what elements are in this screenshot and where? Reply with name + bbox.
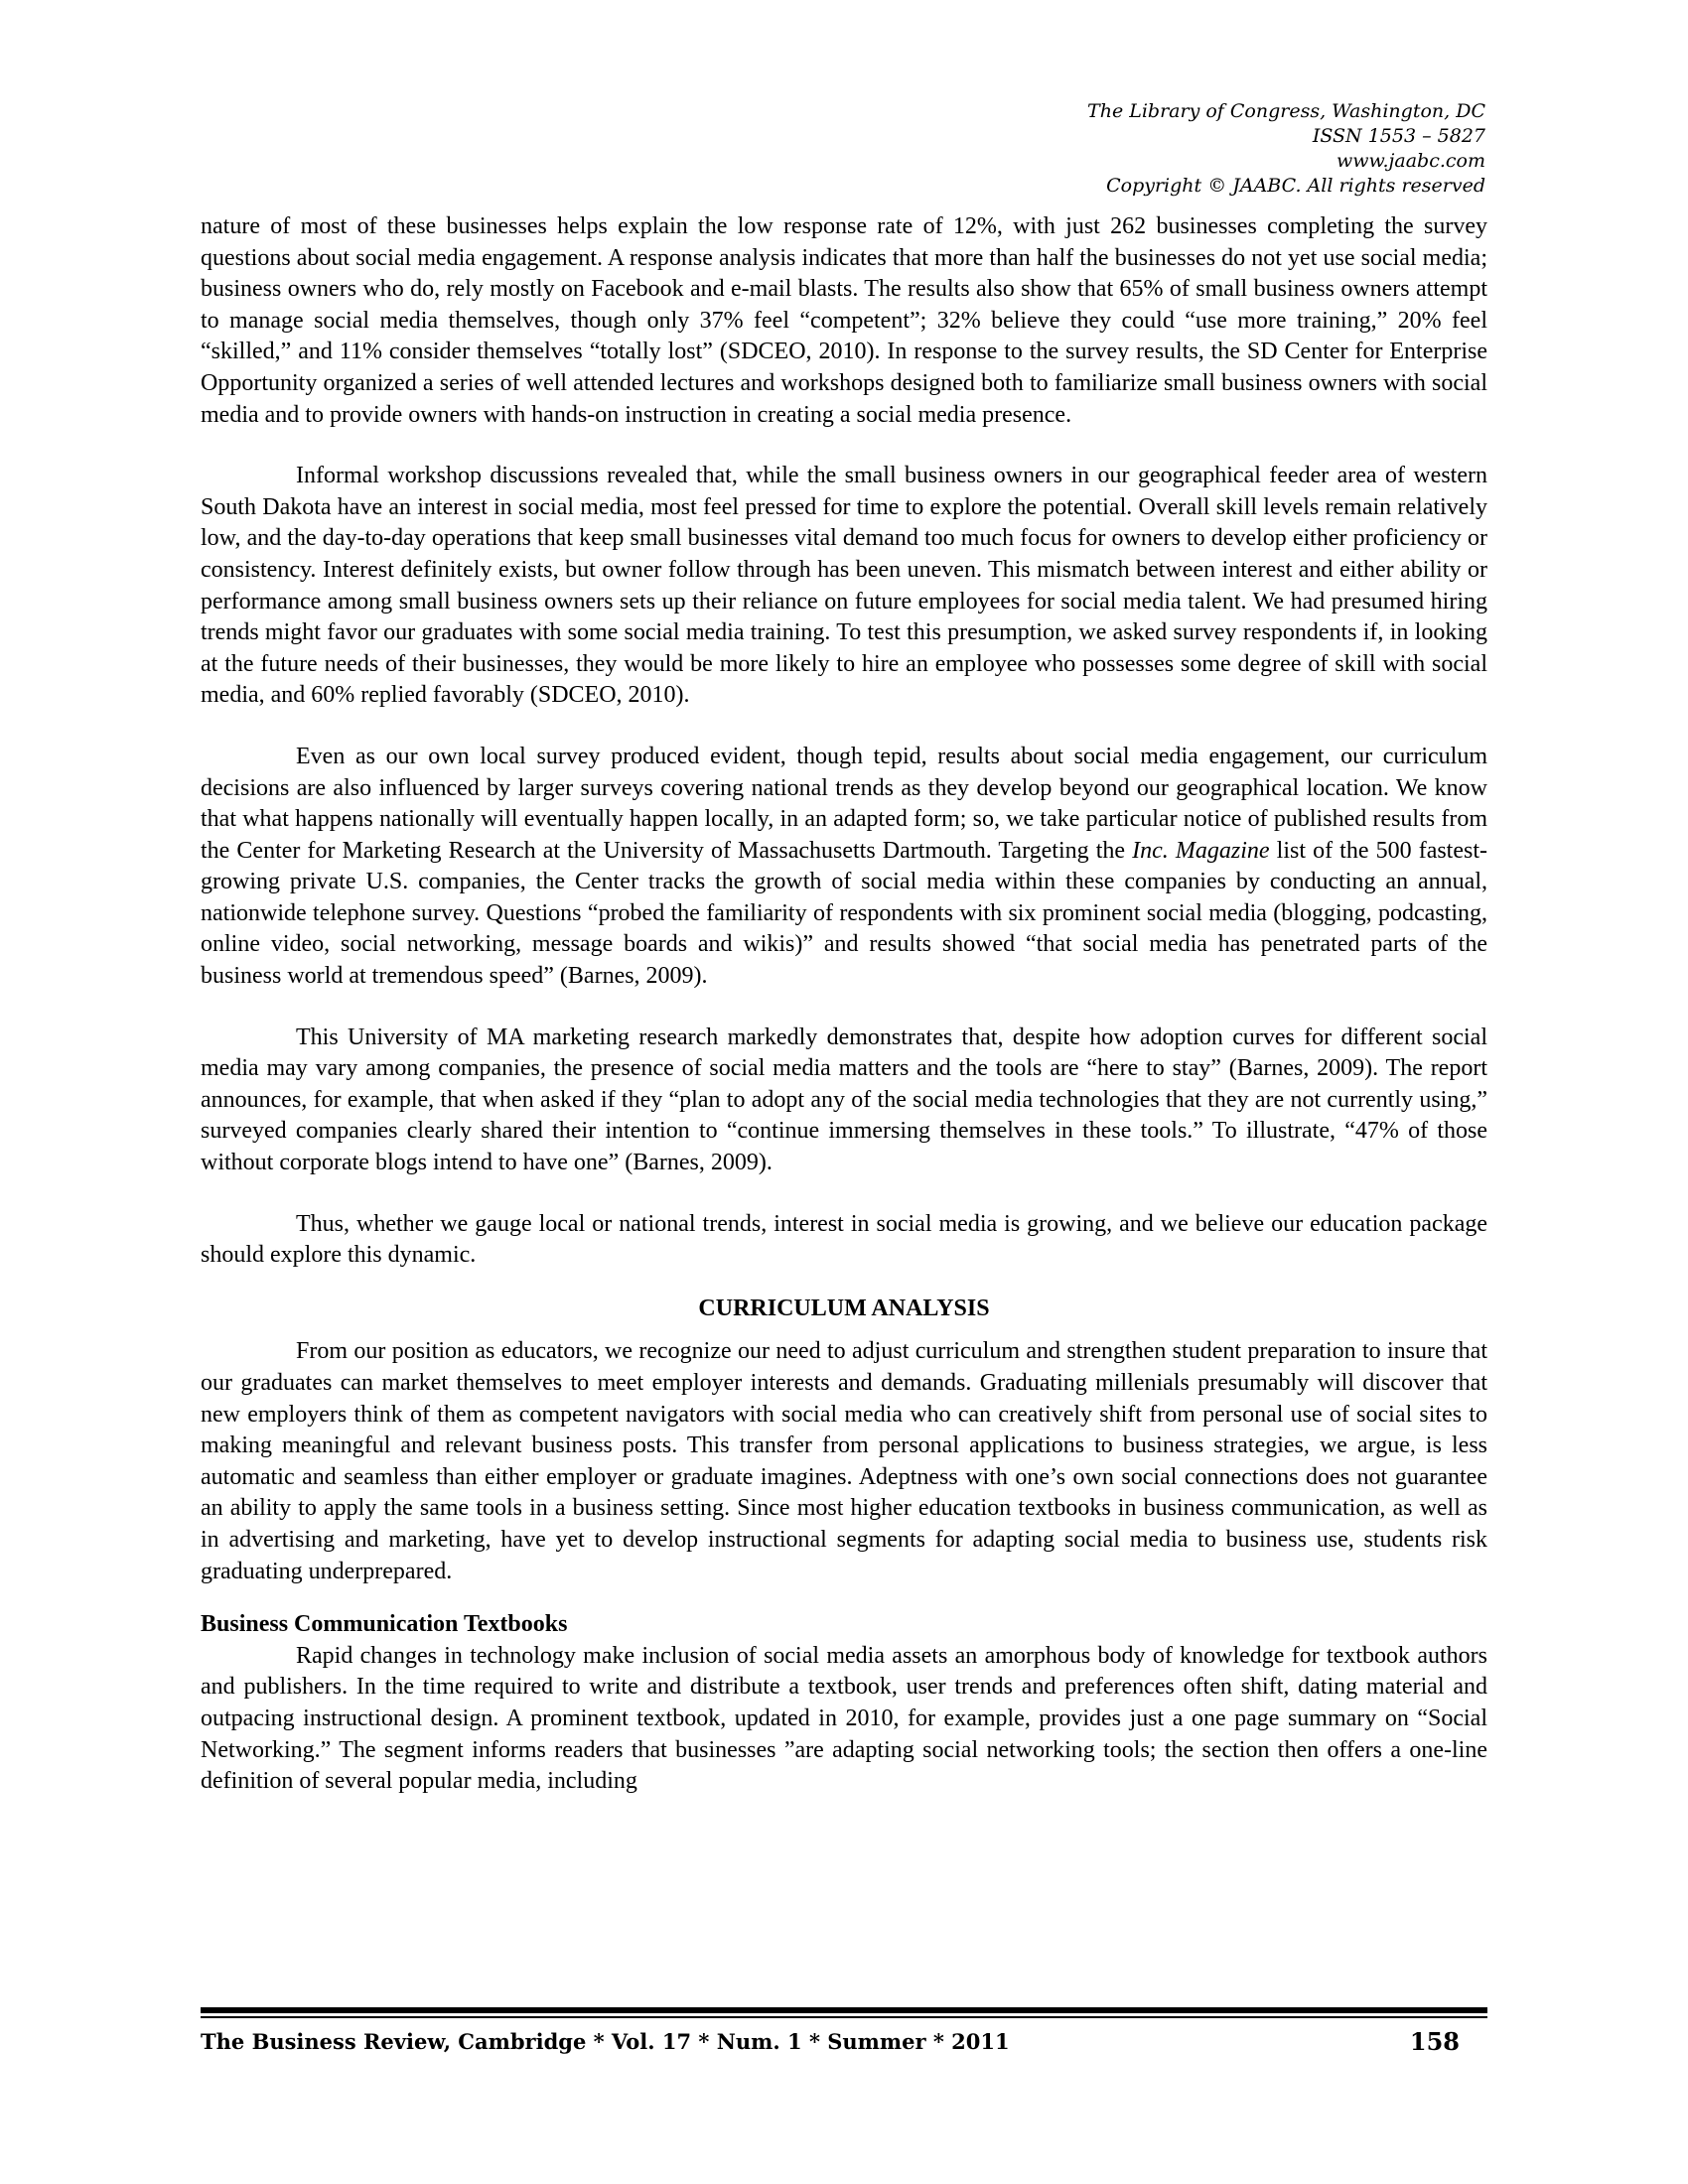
paragraph-2: Informal workshop discussions revealed that, while the small business owners in our geographical feeder area of western South Dakota have an interest in social media, most feel pressed for time to explore the potential. Overall skill levels remain relatively low, and the day-to-day operations that keep small businesses vital demand too much focus for owners to develop either proficiency or consistency. Interest definitely exists, but owner follow through has been uneven. This mismatch between interest and either ability or performance among small business owners sets up their reliance on future employees for social media talent. We had presumed hiring trends might favor our graduates with some social media training. To test this presumption, we asked survey respondents if, in looking at the future needs of their businesses, they would be more likely to hire an employee who possesses some degree of skill with social media, and 60% replied favorably (SDCEO, 2010). xyxy=(201,463,1487,709)
header-website: www.jaabc.com xyxy=(1336,150,1485,172)
page-number: 158 xyxy=(1409,2027,1460,2056)
magazine-title: Inc. Magazine xyxy=(1132,837,1270,864)
header-issn: ISSN 1553 – 5827 xyxy=(1312,125,1485,147)
header-copyright: Copyright © JAABC. All rights reserved xyxy=(1106,175,1485,197)
paragraph-5: Thus, whether we gauge local or national trends, interest in social media is growing, and we believe our education package should explore this dynamic. xyxy=(201,1210,1487,1269)
paragraph-4: This University of MA marketing research markedly demonstrates that, despite how adoption curves for different social media may vary among companies, the presence of social media matters and the tools are “here to stay” (Barnes, 2009). The report announces, for example, that when asked if they “plan to adopt any of the social media technologies that they are not currently using,” surveyed companies clearly shared their intention to “continue immersing themselves in these tools.” To illustrate, “47% of those without corporate blogs intend to have one” (Barnes, 2009). xyxy=(201,1024,1487,1176)
paragraph-6: From our position as educators, we recognize our need to adjust curriculum and strengthen student preparation to insure that our graduates can market themselves to meet employer interests and demands. Graduating millenials presumably will discover that new employers think of them as competent navigators with social media who can creatively shift from personal use of social sites to making meaningful and relevant business posts. This transfer from personal applications to business strategies, we argue, is less automatic and seamless than either employer or graduate imagines. Adeptness with one’s own social connections does not guarantee an ability to apply the same tools in a business setting. Since most higher education textbooks in business communication, as well as in advertising and marketing, have yet to develop instructional segments for adapting social media to business use, students risk graduating underprepared. xyxy=(201,1338,1487,1584)
paragraph-1: nature of most of these businesses helps explain the low response rate of 12%, with just 262 businesses completing the survey questions about social media engagement. A response analysis indicates that more than half the businesses do not yet use social media; business owners who do, rely mostly on Facebook and e-mail blasts. The results also show that 65% of small business owners attempt to manage social media themselves, though only 37% feel “competent”; 32% believe they could “use more training,” 20% feel “skilled,” and 11% consider themselves “totally lost” (SDCEO, 2010). In response to the survey results, the SD Center for Enterprise Opportunity organized a series of well attended lectures and workshops designed both to familiarize small business owners with social media and to provide owners with hands-on instruction in creating a social media presence. xyxy=(201,213,1487,428)
page-footer xyxy=(201,2029,1487,2061)
footer-rule-thick xyxy=(201,2007,1487,2013)
article-body xyxy=(201,211,1487,1828)
footer-divider xyxy=(201,2007,1487,2018)
header-library: The Library of Congress, Washington, DC xyxy=(1087,100,1485,122)
page-header xyxy=(1087,99,1485,199)
section-heading: CURRICULUM ANALYSIS xyxy=(698,1295,990,1321)
paragraph-3-part-a: Even as our own local survey produced evident, though tepid, results about social media engagement, our curriculum decisions are also influenced by larger surveys covering national trends as they develop beyond our geographical location. We know that what happens nationally will eventually happen locally, in an adapted form; so, we take particular notice of published results from the Center for Marketing Research at the University of Massachusetts Dartmouth. Targeting the xyxy=(201,743,1487,864)
paragraph-3-part-b: list of the 500 fastest-growing private U.S. companies, the Center tracks the growth of social media within these companies by conducting an annual, nationwide telephone survey. Questions “probed the familiarity of respondents with six prominent social media (blogging, podcasting, online video, social networking, message boards and wikis)” and results showed “that social media has penetrated parts of the business world at tremendous speed” (Barnes, 2009). xyxy=(201,837,1488,990)
footer-journal-citation: The Business Review, Cambridge * Vol. 17 * Num. 1 * Summer * 2011 xyxy=(201,2029,1010,2054)
paragraph-3 xyxy=(201,742,1487,993)
footer-rule-thin xyxy=(201,2016,1487,2018)
paragraph-7: Rapid changes in technology make inclusion of social media assets an amorphous body of knowledge for textbook authors and publishers. In the time required to write and distribute a textbook, user trends and preferences often shift, dating material and outpacing instructional design. A prominent textbook, updated in 2010, for example, provides just a one page summary on “Social Networking.” The segment informs readers that businesses ”are adapting social networking tools; the section then offers a one-line definition of several popular media, including xyxy=(201,1642,1487,1795)
subsection-heading: Business Communication Textbooks xyxy=(201,1611,568,1638)
